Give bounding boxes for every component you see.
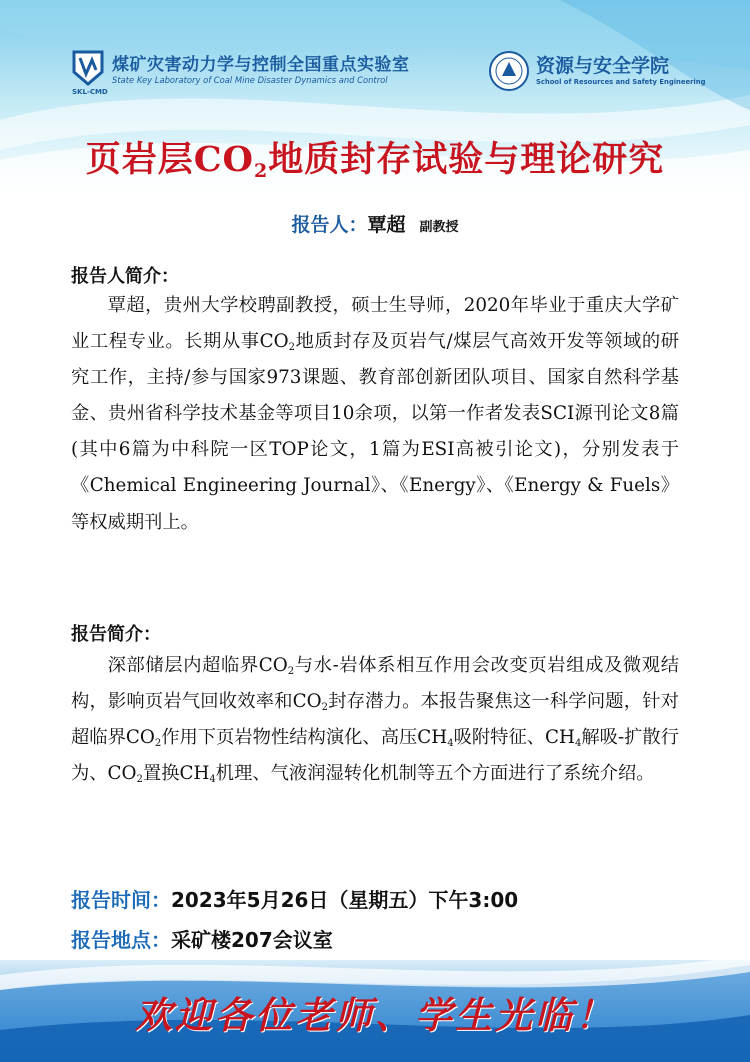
abs-text-1: 深部储层内超临界CO bbox=[107, 655, 288, 676]
lab-header bbox=[70, 48, 410, 92]
report-place bbox=[71, 924, 333, 953]
abs-text-6: 解吸-扩散行为、CO bbox=[71, 727, 679, 785]
speaker-label: 报告人： bbox=[291, 214, 368, 236]
bio-text-2: 地质封存及页岩气/煤层气高效开发等领域的研究工作，主持/参与国家973课题、教育部创新团队项目、国家自然科学基金、贵州省科学技术基金等项目10余项，以第一作者发表SCI源刊论文8篇(其中6篇为中科院一区TOP论文，1篇为ESI高被引论文)，分别发表于《Chemical Engineering Journal》、《Energy》、《Energy & Fuels》等权威期刊上。 bbox=[71, 331, 679, 533]
abs-text-5: 吸附特征、CH bbox=[453, 727, 575, 749]
abs-sub-3: 2 bbox=[154, 738, 162, 750]
abs-text-7: 置换CH bbox=[142, 763, 210, 785]
report-time bbox=[71, 884, 518, 913]
school-name-en: School of Resources and Safety Engineering bbox=[536, 78, 706, 86]
abs-sub-7: 4 bbox=[209, 774, 216, 786]
school-emblem-icon bbox=[488, 50, 530, 92]
lab-name-en: State Key Laboratory of Coal Mine Disaster Dynamics and Control bbox=[112, 74, 388, 85]
report-title bbox=[0, 132, 750, 182]
school-name-cn: 资源与安全学院 bbox=[536, 55, 670, 77]
school-header bbox=[488, 50, 705, 92]
lab-abbr: SKL-CMD bbox=[72, 88, 108, 96]
abstract-paragraph bbox=[71, 648, 679, 792]
abs-sub-5: 4 bbox=[574, 738, 582, 750]
abstract-heading: 报告简介： bbox=[71, 624, 161, 645]
bio-text-1: 覃超，贵州大学校聘副教授，硕士生导师，2020年毕业于重庆大学矿业工程专业。长期从事CO bbox=[71, 295, 679, 353]
speaker-rank: 副教授 bbox=[419, 220, 459, 235]
title-part1: 页岩层CO bbox=[85, 139, 255, 180]
speaker-line bbox=[0, 210, 750, 237]
place-value: 采矿楼207会议室 bbox=[171, 928, 333, 952]
abs-sub-4: 4 bbox=[447, 738, 454, 750]
lab-logo-icon bbox=[70, 48, 106, 92]
bio-sub-1: 2 bbox=[288, 342, 295, 354]
abs-text-4: 作用下页岩物性结构演化、高压CH bbox=[161, 727, 448, 749]
abs-text-8: 机理、气液润湿转化机制等五个方面进行了系统介绍。 bbox=[215, 763, 655, 785]
abs-sub-1: 2 bbox=[287, 666, 295, 677]
title-subscript: 2 bbox=[254, 160, 269, 182]
time-value: 2023年5月26日（星期五）下午3:00 bbox=[171, 888, 519, 912]
speaker-name: 覃超 bbox=[367, 214, 406, 236]
title-part2: 地质封存试验与理论研究 bbox=[268, 139, 665, 180]
lab-name-cn: 煤矿灾害动力学与控制全国重点实验室 bbox=[112, 54, 410, 75]
bio-heading: 报告人简介： bbox=[71, 266, 179, 287]
abs-sub-6: 2 bbox=[136, 774, 143, 786]
abs-sub-2: 2 bbox=[321, 702, 329, 714]
bio-paragraph bbox=[71, 288, 679, 541]
place-label: 报告地点： bbox=[71, 928, 171, 952]
abs-text-3: 封存潜力。本报告聚焦这一科学问题，针对超临界CO bbox=[71, 691, 680, 749]
welcome-banner: 欢迎各位老师、学生光临！ bbox=[135, 993, 615, 1037]
abs-text-2: 与水-岩体系相互作用会改变页岩组成及微观结构，影响页岩气回收效率和CO bbox=[71, 655, 679, 713]
time-label: 报告时间： bbox=[71, 888, 171, 912]
